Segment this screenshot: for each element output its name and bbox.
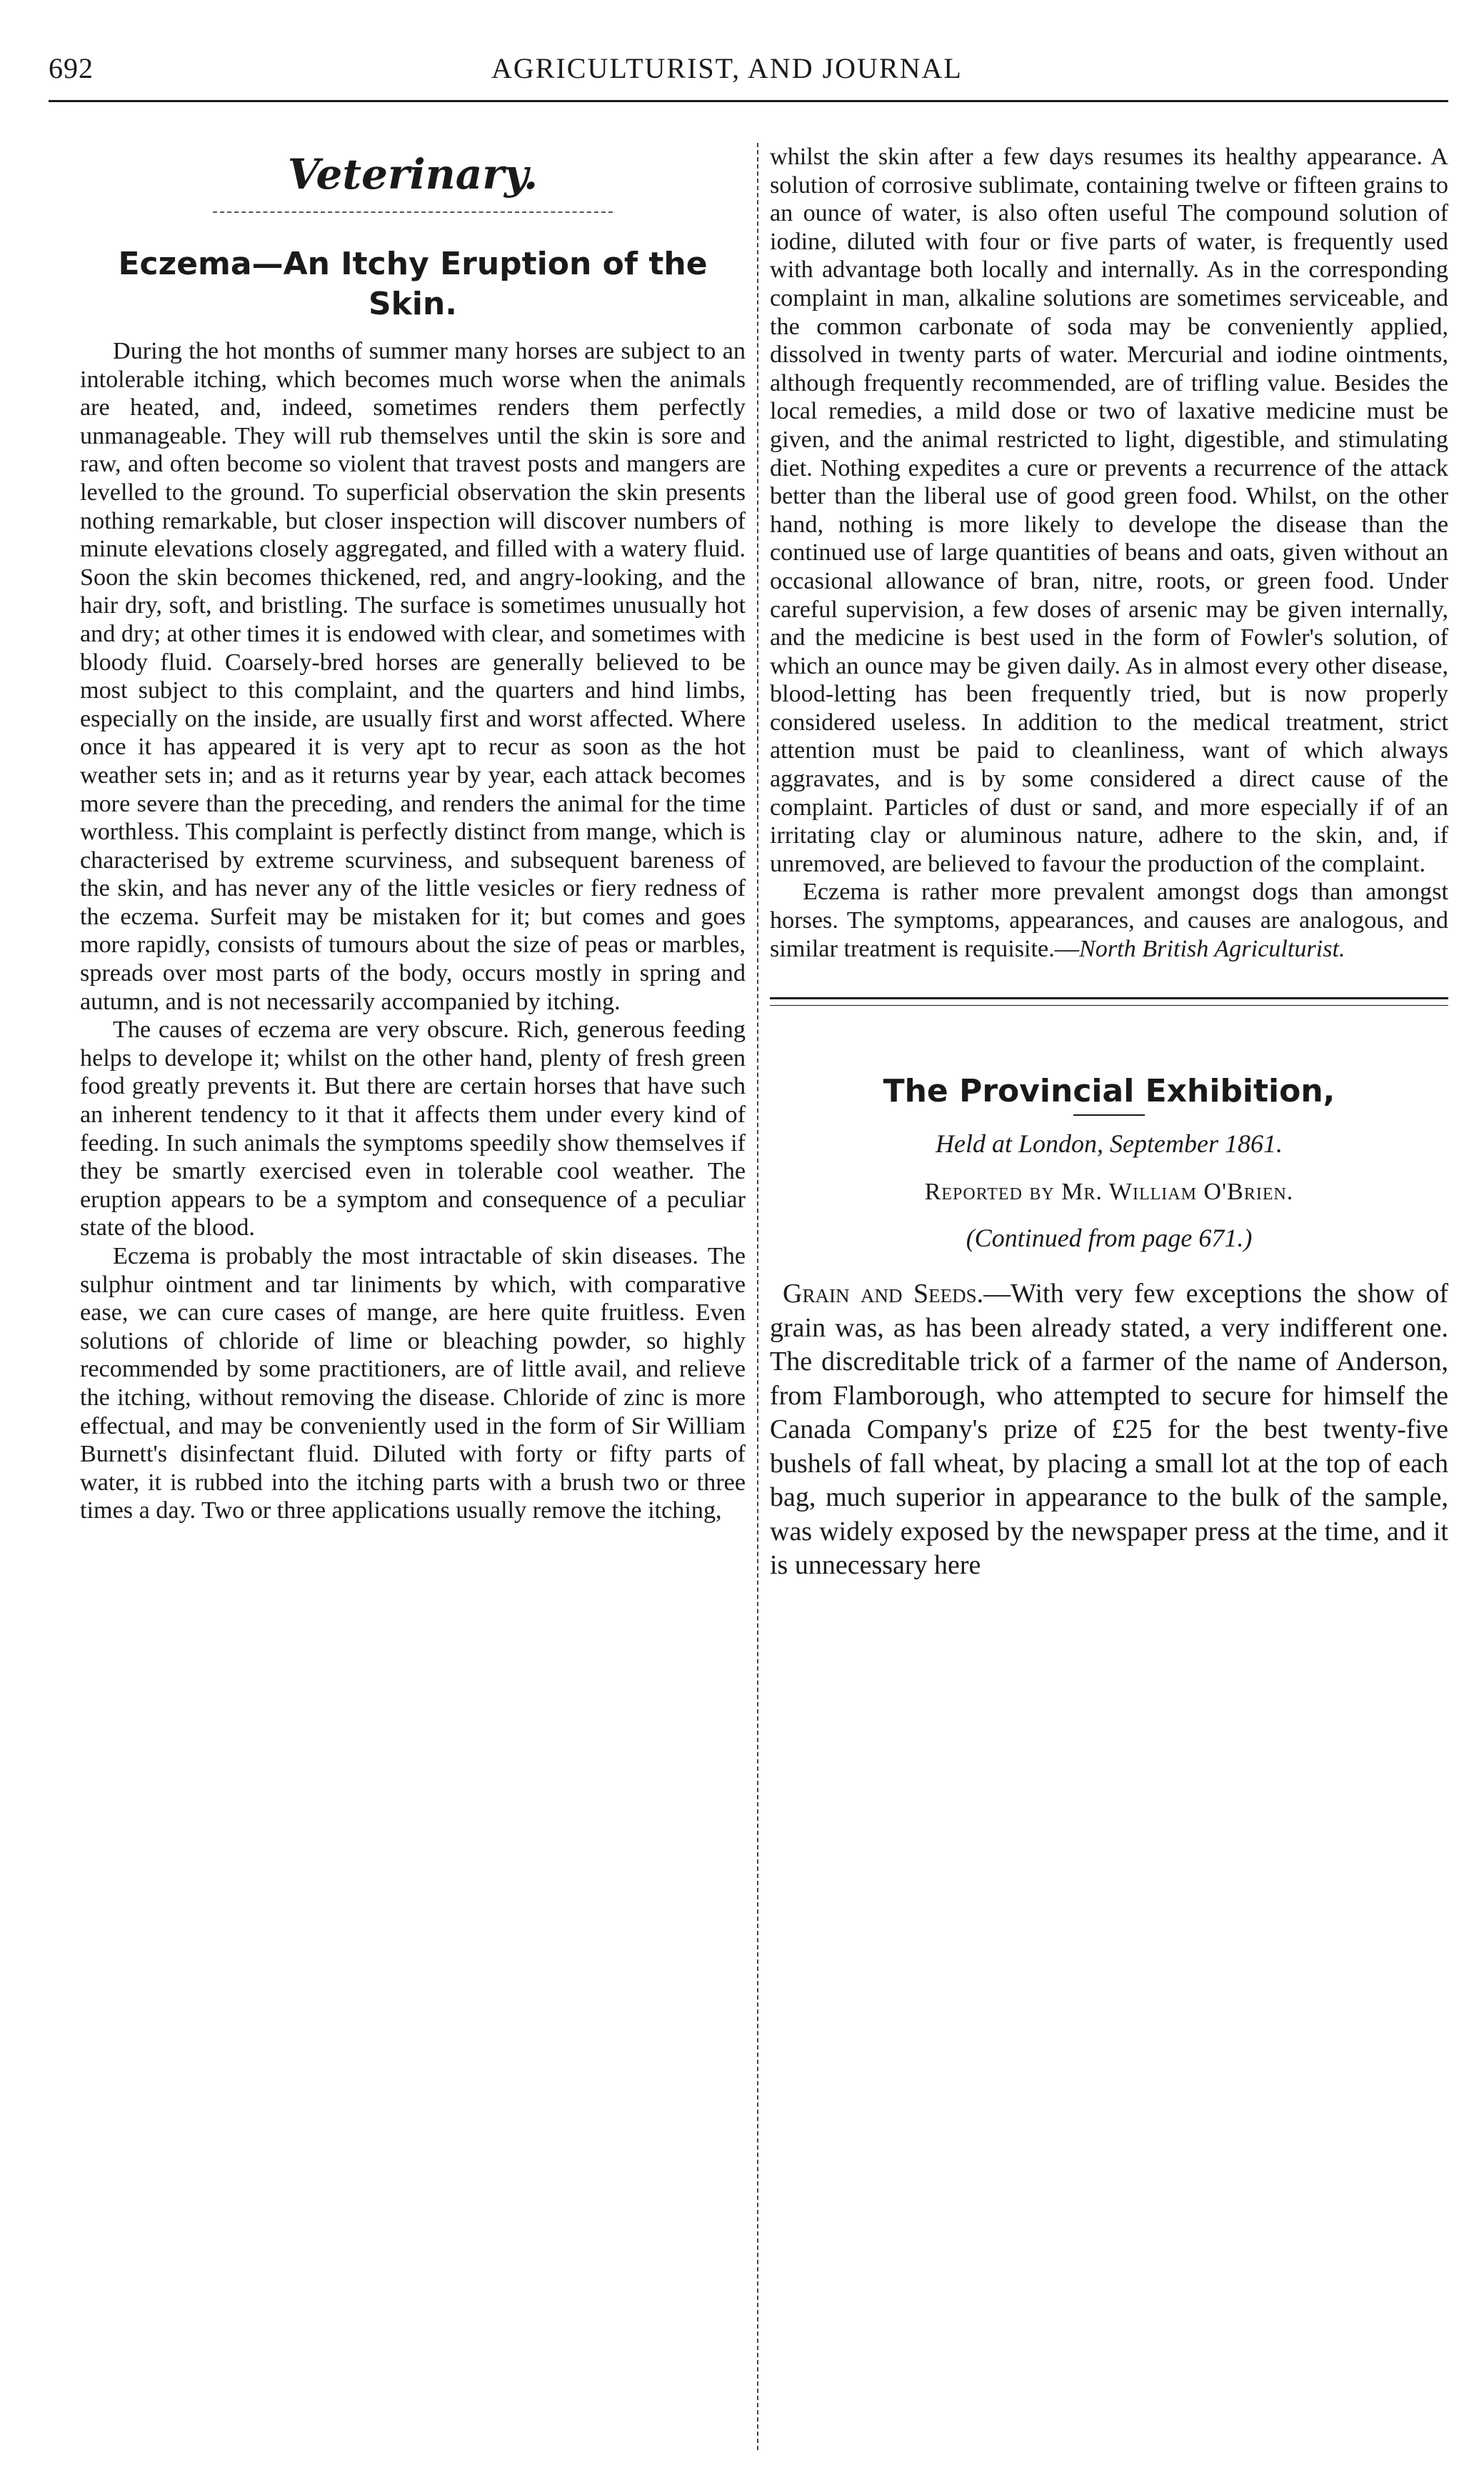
paragraph: Eczema is probably the most intractable of skin diseases. The sulphur ointment and tar liniments by which, with comparative ease, we can cure cases of mange, are here quite fruitless. Even solutions of chloride of lime or bleaching powder, so highly recommended by some practitioners, are of little avail, and relieve the itching, without removing the disease. Chloride of zinc is more effectual, and may be conveniently used in the form of Sir William Burnett's disinfectant fluid. Diluted with forty or fifty parts of water, it is rubbed into the itching parts with a brush two or three times a day. Two or three applications usually remove the itching, — [80, 1243, 746, 1524]
title-rule — [1073, 1114, 1145, 1116]
article-separator — [770, 997, 1448, 1006]
page-number: 692 — [49, 52, 94, 84]
exhibition-title: The Provincial Exhibition, — [883, 1073, 1335, 1110]
paragraph-text: Eczema is rather more prevalent amongst dogs than amongst horses. The symptoms, appearances, and causes are analogous, and similar treatment is requisite.— — [770, 879, 1448, 962]
page-header — [49, 51, 1448, 94]
dateline: Held at London, September 1861. — [936, 1129, 1283, 1159]
section-rule — [213, 211, 613, 213]
continued-note: (Continued from page 671.) — [966, 1224, 1253, 1253]
byline: Reported by Mr. William O'Brien. — [924, 1179, 1294, 1206]
column-divider — [757, 143, 758, 2450]
section-title: Veterinary. — [287, 150, 538, 199]
paragraph-text: —With very few exceptions the show of grain was, as has been already stated, a very indifferent one. The discreditable trick of a farmer of the name of Anderson, from Flamborough, who attempted to secure for himself the Canada Company's prize of £25 for the best twenty-five bushels of fall wheat, by placing a small lot at the top of each bag, much superior in appearance to the bulk of the sample, was widely exposed by the newspaper press at the time, and it is unnecessary here — [770, 1279, 1448, 1581]
right-column — [770, 143, 1448, 1583]
paragraph — [770, 878, 1448, 963]
paragraph: The causes of eczema are very obscure. Rich, generous feeding helps to develope it; whilst on the other hand, plenty of fresh green food greatly prevents it. But there are certain horses that have such an inherent tendency to it that it affects them under every kind of feeding. In such animals the symptoms speedily show themselves if they be smartly exercised even in tolerable cool weather. The eruption appears to be a symptom and consequence of a peculiar state of the blood. — [80, 1016, 746, 1241]
paragraph-continued: whilst the skin after a few days resumes its healthy appearance. A solution of corrosive sublimate, containing twelve or fifteen grains to an ounce of water, is also often useful The compound solution of iodine, diluted with four or five parts of water, is frequently used with advantage both locally and internally. As in the corresponding complaint in man, alkaline solutions are sometimes serviceable, and the common carbonate of soda may be conveniently applied, dissolved in twenty parts of water. Mercurial and iodine ointments, although frequently recommended, are of trifling value. Besides the local remedies, a mild dose or two of laxative medicine must be given, and the animal restricted to light, digestible, and stimulating diet. Nothing expedites a cure or prevents a recurrence of the attack better than the liberal use of good green food. Whilst, on the other hand, nothing is more likely to develope the disease than the continued use of large quantities of beans and oats, given without an occasional allowance of bran, nitre, roots, or green food. Under careful supervision, a few doses of arsenic may be given internally, and the medicine is best used in the form of Fowler's solution, of which an ounce may be given daily. As in almost every other disease, blood-letting has been frequently tried, but is now properly considered useless. In addition to the medical treatment, strict attention must be paid to cleanliness, want of which always aggravates, and is by some considered a direct cause of the complaint. Particles of dust or sand, and more especially if of an irritating clay or aluminous nature, adhere to the skin, and, if unremoved, are believed to favour the production of the complaint. — [770, 144, 1448, 877]
paragraph-lead: Grain and Seeds. — [783, 1279, 984, 1309]
running-head: AGRICULTURIST, AND JOURNAL — [491, 52, 963, 84]
header-rule — [49, 100, 1448, 102]
source-attribution: North British Agriculturist. — [1078, 935, 1345, 962]
paragraph: During the hot months of summer many horses are subject to an intolerable itching, which becomes much worse when the animals are heated, and, indeed, sometimes renders them perfectly unmanageable. They will rub themselves until the skin is sore and raw, and often become so violent that travest posts and mangers are levelled to the ground. To superficial observation the skin presents nothing remarkable, but closer inspection will discover numbers of minute elevations closely aggregated, and filled with a watery fluid. Soon the skin becomes thickened, red, and angry-looking, and the hair dry, soft, and bristling. The surface is sometimes unusually hot and dry; at other times it is endowed with clear, and sometimes with bloody fluid. Coarsely-bred horses are generally believed to be most subject to this complaint, and the quarters and hind limbs, especially on the inside, are usually first and worst affected. Where once it has appeared it is very apt to recur as soon as the hot weather sets in; and as it returns year by year, each attack becomes more severe than the preceding, and renders the animal for the time worthless. This complaint is perfectly distinct from mange, which is characterised by extreme scurviness, and subsequent bareness of the skin, and has never any of the little vesicles or fiery redness of the eczema. Surfeit may be mistaken for it; but comes and goes more rapidly, consists of tumours about the size of peas or marbles, spreads over most parts of the body, occurs mostly in spring and autumn, and is not necessarily accompanied by itching. — [80, 338, 746, 1015]
paragraph — [770, 1277, 1448, 1583]
article-title: Eczema—An Itchy Eruption of the Skin. — [118, 246, 708, 322]
left-column — [80, 143, 746, 1525]
